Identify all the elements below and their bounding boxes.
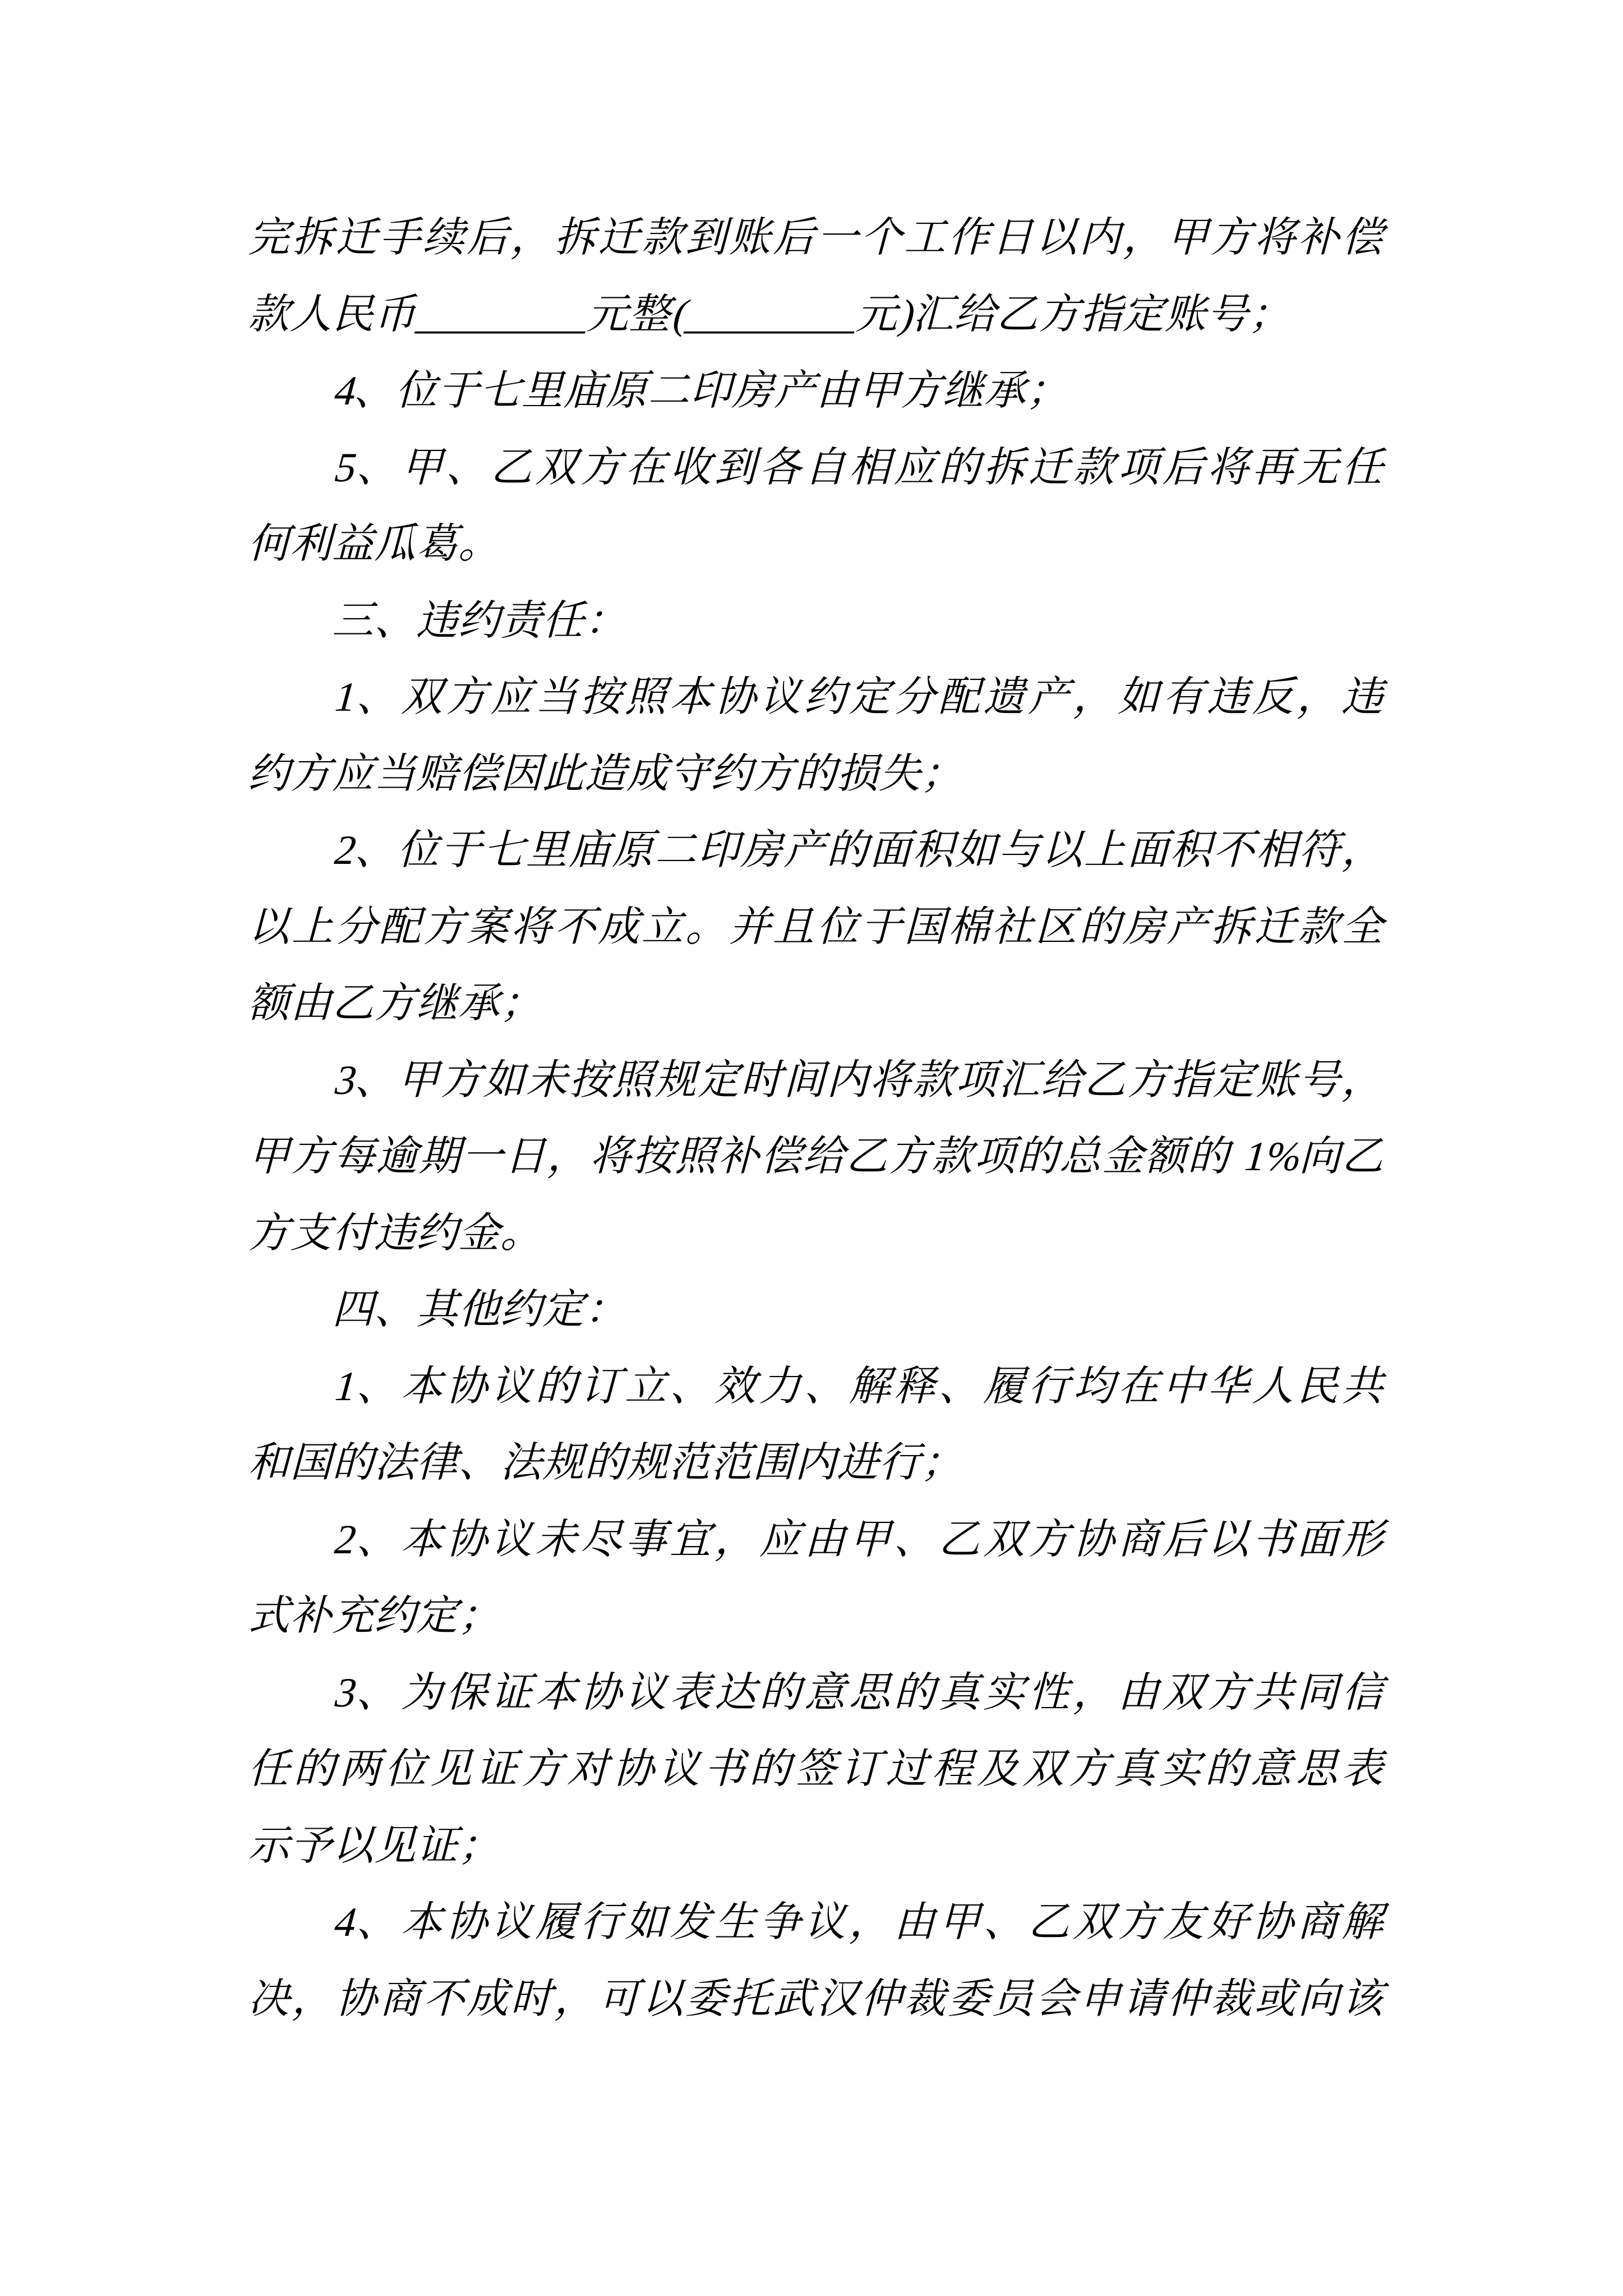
text-line-item-1: 1、本协议的订立、效力、解释、履行均在中华人民共 bbox=[329, 1363, 1394, 1410]
text-line: 任的两位见证方对协议书的签订过程及双方真实的意思表 bbox=[245, 1746, 1394, 1792]
text-line-item-2: 2、本协议未尽事宜，应由甲、乙双方协商后以书面形 bbox=[329, 1516, 1394, 1563]
text-line-item-2: 2、位于七里庙原二印房产的面积如与以上面积不相符， bbox=[329, 827, 1394, 873]
text-line-item-5: 5、甲、乙双方在收到各自相应的拆迁款项后将再无任 bbox=[329, 444, 1394, 491]
text-line-item-1: 1、双方应当按照本协议约定分配遗产，如有违反，违 bbox=[329, 674, 1394, 720]
text-line: 何利益瓜葛。 bbox=[245, 521, 510, 567]
text-line: 和国的法律、法规的规范范围内进行； bbox=[245, 1440, 973, 1486]
text-line: 以上分配方案将不成立。并且位于国棉社区的房产拆迁款全 bbox=[245, 904, 1394, 950]
text-line: 式补充约定； bbox=[245, 1593, 510, 1639]
text-line-item-4: 4、本协议履行如发生争议，由甲、乙双方友好协商解 bbox=[329, 1899, 1394, 1945]
text-line: 决，协商不成时，可以委托武汉仲裁委员会申请仲裁或向该 bbox=[245, 1976, 1394, 2022]
text-line: 额由乙方继承； bbox=[245, 981, 552, 1027]
text-line: 完拆迁手续后，拆迁款到账后一个工作日以内，甲方将补偿 bbox=[245, 215, 1394, 261]
text-line-item-3: 3、甲方如未按照规定时间内将款项汇给乙方指定账号， bbox=[329, 1057, 1394, 1103]
text-line: 约方应当赔偿因此造成守约方的损失； bbox=[245, 751, 973, 797]
text-line: 示予以见证； bbox=[245, 1823, 510, 1869]
text-line: 方支付违约金。 bbox=[245, 1210, 552, 1257]
text-line-item-4: 4、位于七里庙原二印房产由甲方继承； bbox=[329, 368, 1078, 414]
section-heading-4: 四、其他约定： bbox=[329, 1287, 637, 1333]
text-line-item-3: 3、为保证本协议表达的意思的真实性，由双方共同信 bbox=[329, 1669, 1394, 1716]
agreement-text-block bbox=[241, 200, 1394, 2037]
text-line: 甲方每逾期一日，将按照补偿给乙方款项的总金额的 1%向乙 bbox=[245, 1134, 1394, 1180]
text-line-with-blanks: 款人民币________元整(________元)汇给乙方指定账号； bbox=[245, 291, 1301, 338]
section-heading-3: 三、违约责任： bbox=[329, 597, 637, 644]
